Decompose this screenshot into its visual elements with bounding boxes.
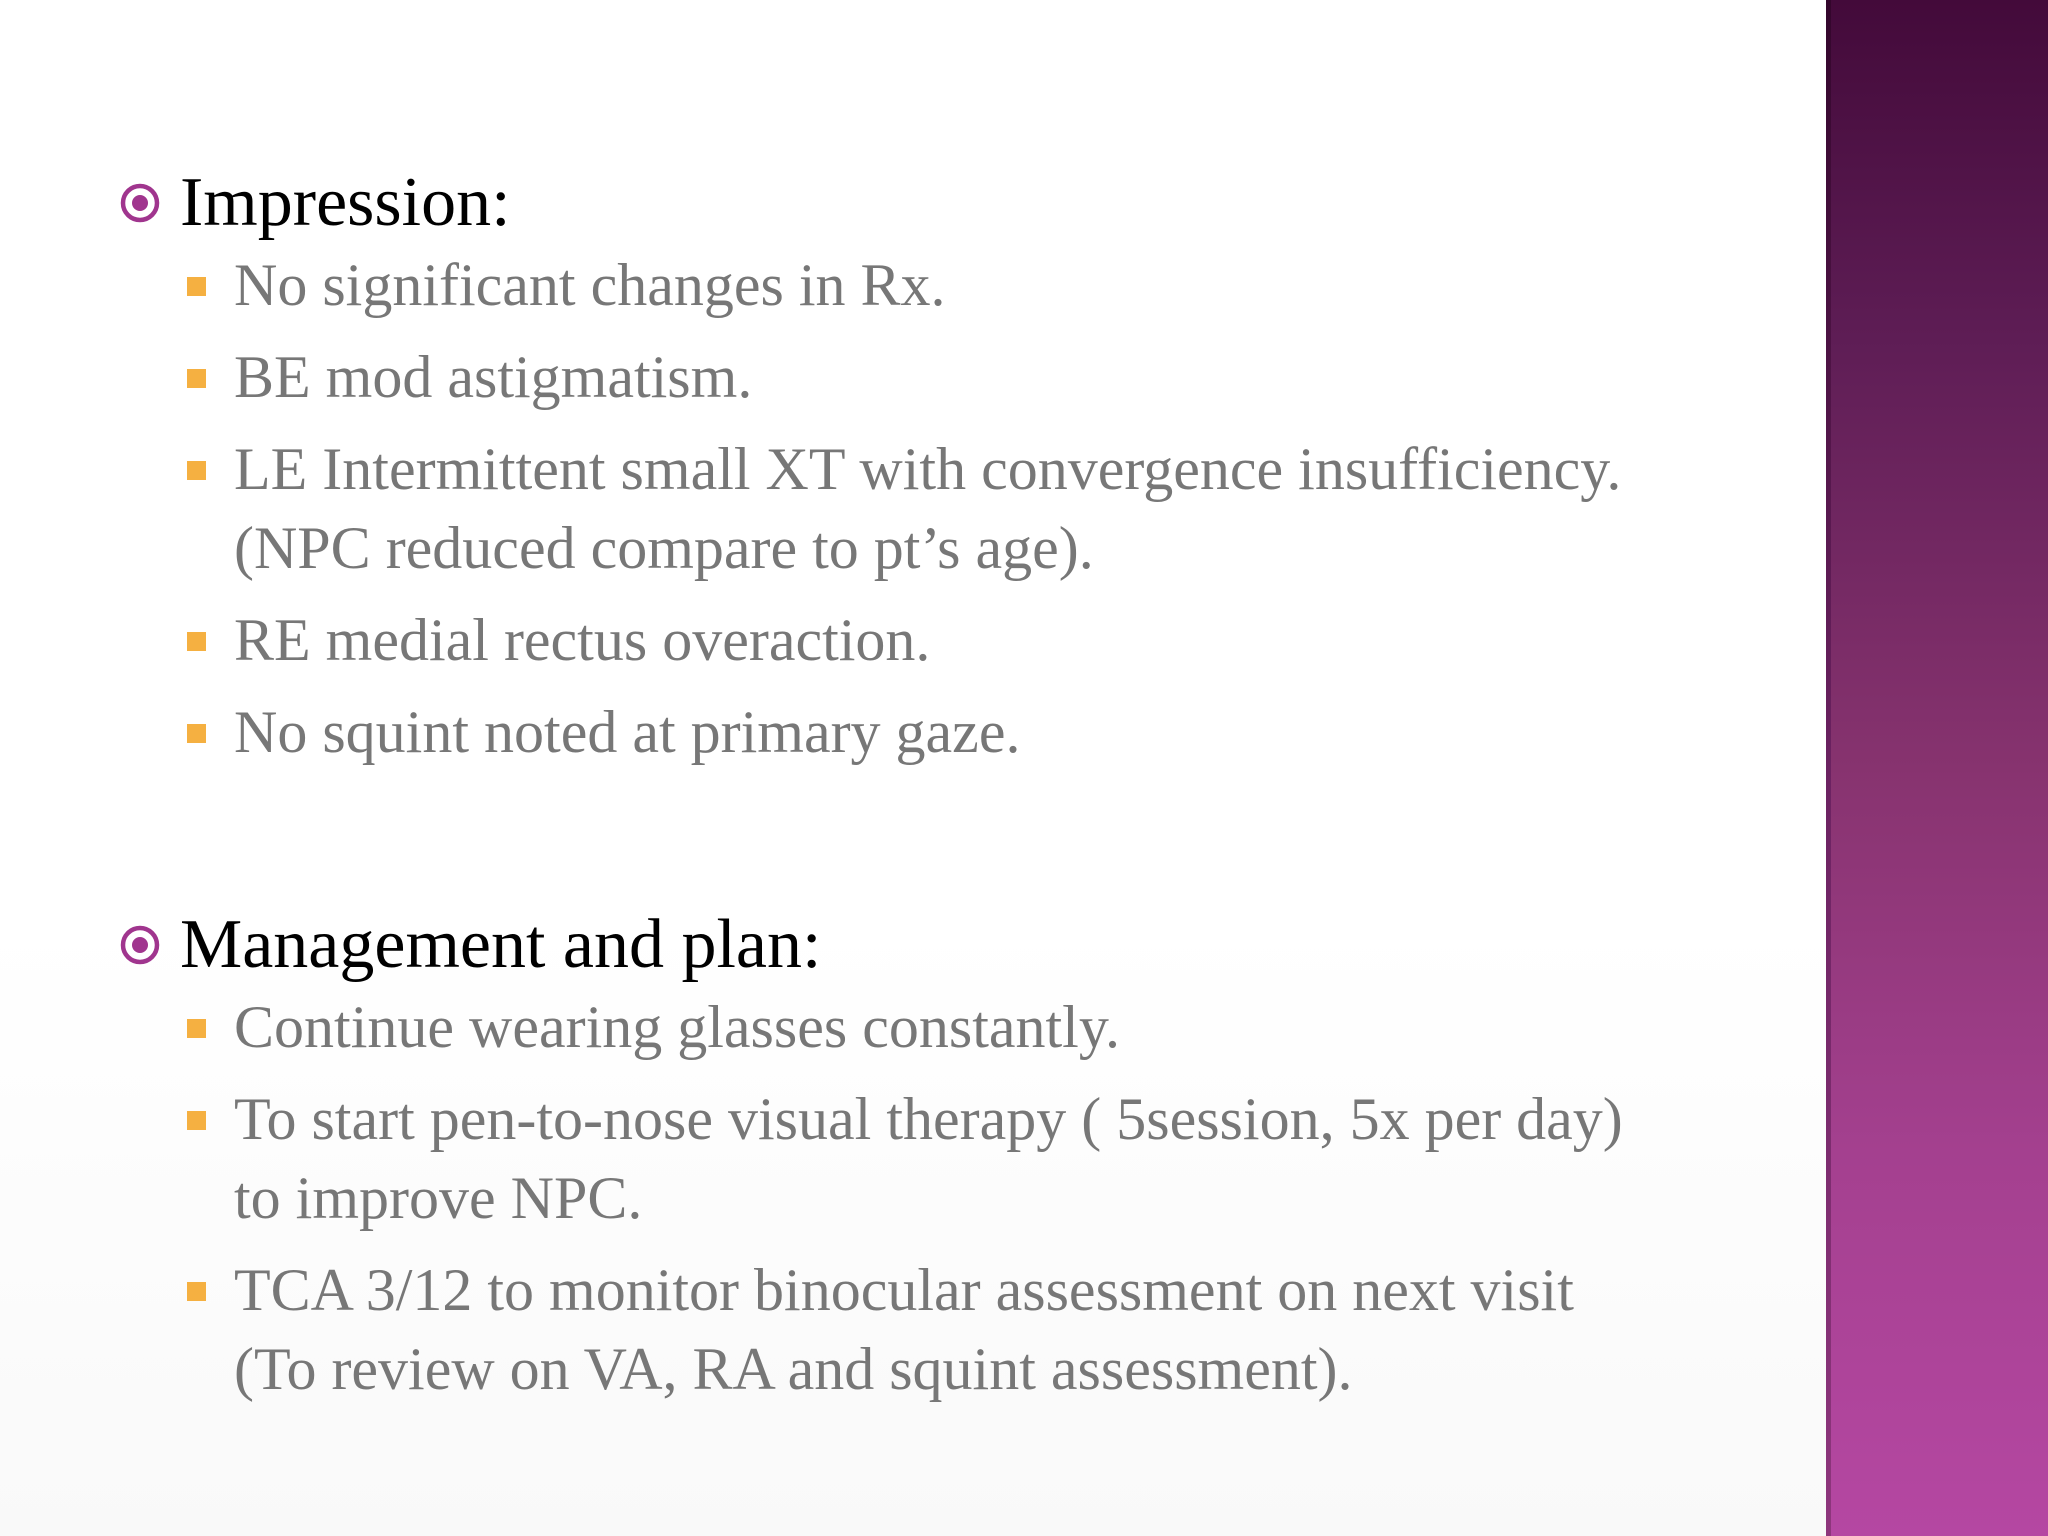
list-item-text: (NPC reduced compare to pt’s age).	[234, 515, 1094, 581]
square-bullet-icon	[187, 632, 206, 651]
list-item-text: (To review on VA, RA and squint assessment).	[234, 1336, 1353, 1402]
list-item-text: No significant changes in Rx.	[234, 252, 946, 318]
list-item-text: No squint noted at primary gaze.	[234, 699, 1021, 765]
impression-list	[118, 246, 1808, 772]
slide-content	[118, 0, 1808, 1536]
list-item-text: BE mod astigmatism.	[234, 344, 753, 410]
list-item	[118, 338, 1808, 417]
circled-dot-icon	[118, 181, 162, 225]
impression-heading	[118, 160, 1808, 246]
management-heading-text: Management and plan:	[180, 906, 822, 983]
impression-section	[118, 160, 1808, 785]
impression-heading-text: Impression:	[180, 164, 511, 241]
list-item-text: LE Intermittent small XT with convergence insufficiency.	[234, 436, 1622, 502]
list-item	[118, 601, 1808, 680]
decorative-side-bar	[1826, 0, 2048, 1536]
management-heading	[118, 902, 1808, 988]
list-item-text: RE medial rectus overaction.	[234, 607, 931, 673]
list-item-text: to improve NPC.	[234, 1165, 643, 1231]
list-item	[118, 1251, 1808, 1409]
list-item	[118, 693, 1808, 772]
square-bullet-icon	[187, 1019, 206, 1038]
list-item	[118, 430, 1808, 588]
square-bullet-icon	[187, 1282, 206, 1301]
circled-dot-icon	[118, 923, 162, 967]
list-item-text: TCA 3/12 to monitor binocular assessment on next visit	[234, 1257, 1574, 1323]
list-item	[118, 1080, 1808, 1238]
square-bullet-icon	[187, 461, 206, 480]
list-item	[118, 988, 1808, 1067]
management-list	[118, 988, 1808, 1409]
list-item	[118, 246, 1808, 325]
square-bullet-icon	[187, 277, 206, 296]
square-bullet-icon	[187, 369, 206, 388]
square-bullet-icon	[187, 1111, 206, 1130]
management-section	[118, 902, 1808, 1422]
list-item-text: Continue wearing glasses constantly.	[234, 994, 1120, 1060]
square-bullet-icon	[187, 724, 206, 743]
list-item-text: To start pen-to-nose visual therapy ( 5session, 5x per day)	[234, 1086, 1623, 1152]
